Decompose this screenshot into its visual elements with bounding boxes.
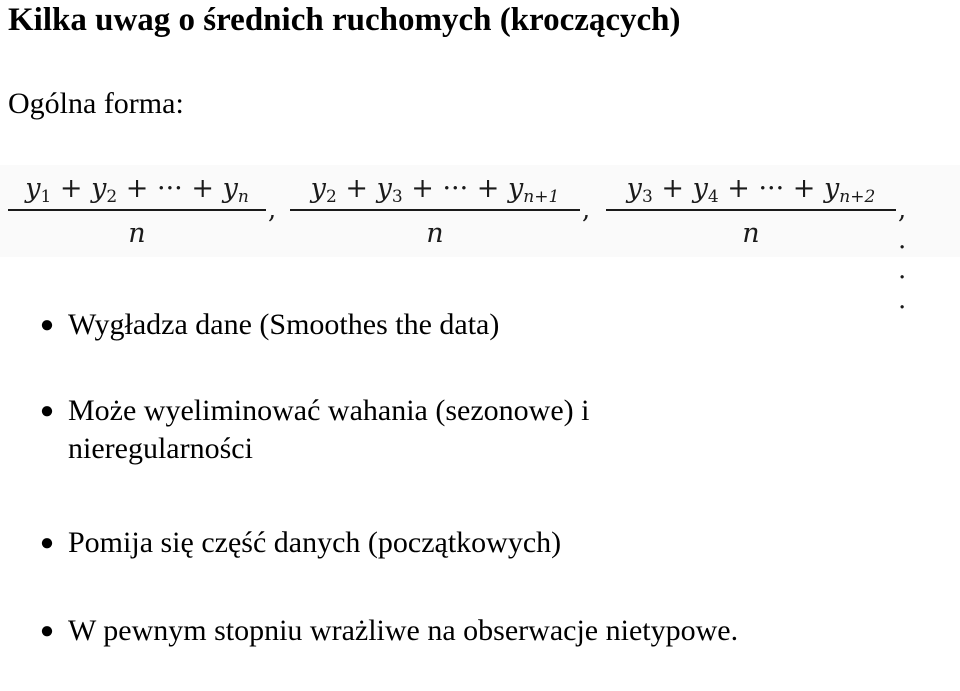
list-item-text: W pewnym stopniu wrażliwe na obserwacje nietypowe. bbox=[68, 614, 739, 647]
fraction-1-denominator: n bbox=[128, 218, 146, 249]
fraction-1 bbox=[8, 173, 266, 253]
general-form-label: Ogólna forma: bbox=[8, 87, 184, 120]
list-item-text: Pomija się część danych (początkowych) bbox=[68, 526, 562, 559]
fraction-2-numerator: $y_2 + y_3$ + ··· + $y_{n+1}$ bbox=[310, 173, 560, 207]
fraction-2 bbox=[290, 173, 580, 253]
bullet-dot-icon: ● bbox=[39, 398, 55, 424]
formula-trailing-ellipsis: , . . . bbox=[898, 195, 907, 315]
formula-separator-1: , bbox=[268, 195, 277, 225]
formula-separator-2: , bbox=[582, 195, 591, 225]
list-item bbox=[36, 392, 726, 468]
list-item-text: Wygładza dane (Smoothes the data) bbox=[68, 308, 500, 341]
fraction-1-numerator: $y_1 + y_2$ + ··· + $y_n$ bbox=[25, 173, 249, 207]
bullet-dot-icon: ● bbox=[39, 312, 55, 338]
formula-region bbox=[0, 165, 960, 315]
fraction-3-denominator: n bbox=[742, 218, 760, 249]
bullet-dot-icon: ● bbox=[39, 530, 55, 556]
page-title: Kilka uwag o średnich ruchomych (kroczących) bbox=[8, 2, 681, 38]
bullet-dot-icon: ● bbox=[39, 618, 55, 644]
list-item-text: Może wyeliminować wahania (sezonowe) i nieregularności bbox=[68, 394, 590, 465]
fraction-3-numerator: $y_3 + y_4$ + ··· + $y_{n+2}$ bbox=[626, 173, 876, 207]
fraction-2-denominator: n bbox=[426, 218, 444, 249]
list-item bbox=[36, 612, 756, 650]
list-item bbox=[36, 524, 926, 562]
list-item bbox=[36, 306, 926, 344]
fraction-3 bbox=[606, 173, 896, 253]
